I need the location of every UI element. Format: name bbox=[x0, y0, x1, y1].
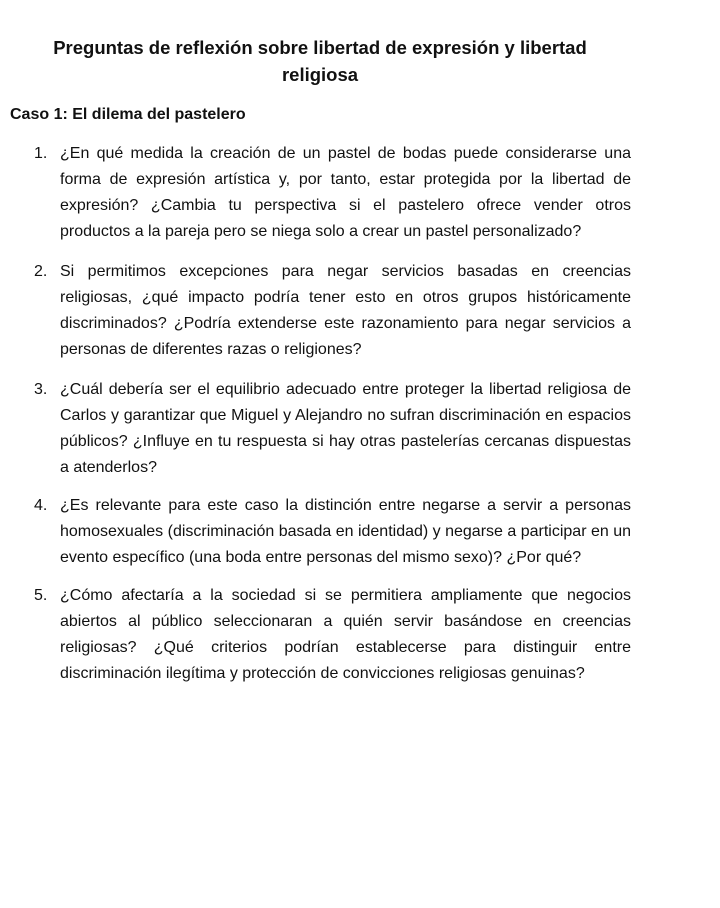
question-text: ¿En qué medida la creación de un pastel de bodas puede considerarse una forma de expresión artística y, por tanto, estar protegida por la libertad de expresión? ¿Cambia tu perspectiva si el pastelero ofrece vender otros productos a la pareja pero se niega solo a crear un pastel personalizado? bbox=[60, 145, 631, 240]
list-item bbox=[34, 259, 631, 363]
question-number: 5. bbox=[34, 587, 48, 604]
list-item bbox=[34, 493, 631, 571]
case-heading: Caso 1: El dilema del pastelero bbox=[10, 106, 246, 123]
question-list bbox=[34, 141, 631, 701]
question-number: 1. bbox=[34, 145, 48, 162]
question-text: ¿Cuál debería ser el equilibrio adecuado entre proteger la libertad religiosa de Carlos y garantizar que Miguel y Alejandro no sufran discriminación en espacios públicos? ¿Influye en tu respuesta si hay otras pastelerías cercanas dispuestas a atenderlos? bbox=[60, 381, 631, 476]
question-text: ¿Es relevante para este caso la distinción entre negarse a servir a personas homosexuales (discriminación basada en identidad) y negarse a participar en un evento específico (una boda entre personas del mismo sexo)? ¿Por qué? bbox=[60, 497, 631, 566]
list-item bbox=[34, 141, 631, 245]
list-item bbox=[34, 583, 631, 687]
question-text: ¿Cómo afectaría a la sociedad si se permitiera ampliamente que negocios abiertos al público seleccionaran a quién servir basándose en creencias religiosas? ¿Qué criterios podrían establecerse para distinguir entre discriminación ilegítima y protección de convicciones religiosas genuinas? bbox=[60, 587, 631, 682]
list-item bbox=[34, 377, 631, 481]
question-number: 3. bbox=[34, 381, 48, 398]
question-text: Si permitimos excepciones para negar servicios basadas en creencias religiosas, ¿qué impacto podría tener esto en otros grupos históricamente discriminados? ¿Podría extenderse este razonamiento para negar servicios a personas de diferentes razas o religiones? bbox=[60, 263, 631, 358]
question-number: 4. bbox=[34, 497, 48, 514]
page-title: Preguntas de reflexión sobre libertad de expresión y libertad religiosa bbox=[53, 37, 587, 85]
question-number: 2. bbox=[34, 263, 48, 280]
